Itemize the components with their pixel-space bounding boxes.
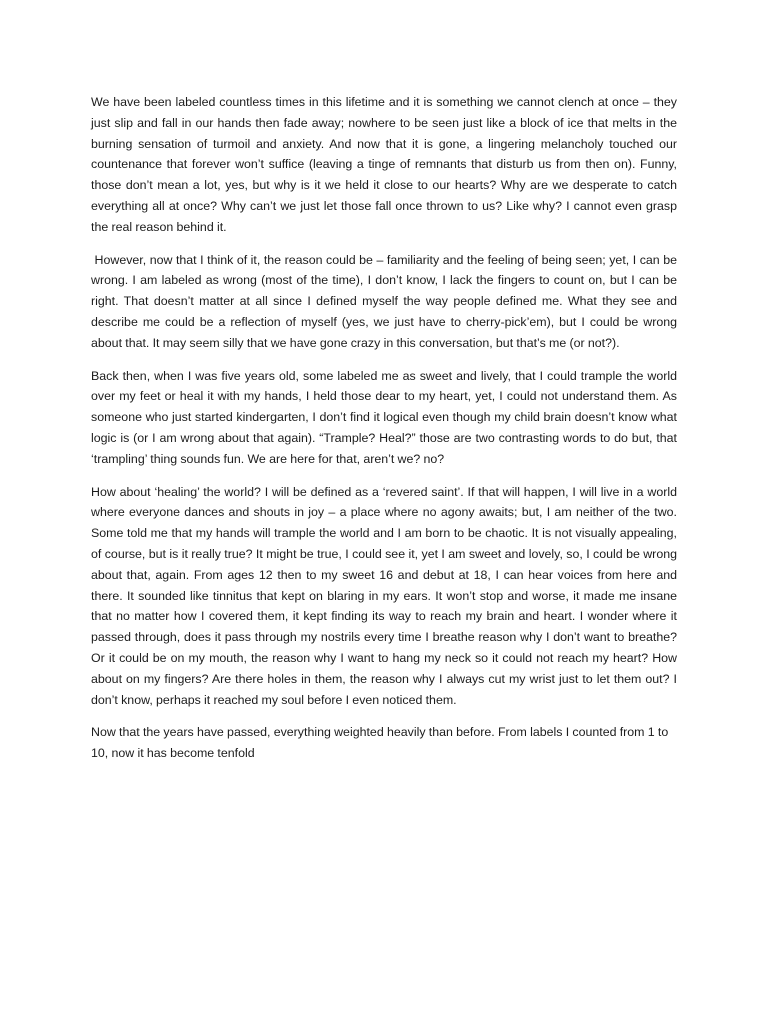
paragraph-1: We have been labeled countless times in this lifetime and it is something we cannot clench at once – they just slip and fall in our hands then fade away; nowhere to be seen just like a block of ice that melts in the burning sensation of turmoil and anxiety. And now that it is gone, a lingering melancholy touched our countenance that forever won’t suffice (leaving a tinge of remnants that disturb us from then on). Funny, those don’t mean a lot, yes, but why is it we held it close to our hearts? Why are we desperate to catch everything all at once? Why can’t we just let those fall once thrown to us? Like why? I cannot even grasp the real reason behind it. [91, 95, 677, 234]
paragraph-3: Back then, when I was five years old, some labeled me as sweet and lively, that I could trample the world over my feet or heal it with my hands, I held those dear to my heart, yet, I could not understand them. As someone who just started kindergarten, I don’t find it logical even though my child brain doesn’t know what logic is (or I am wrong about that again). “Trample? Heal?” those are two contrasting words to do but, that ‘trampling’ thing sounds fun. We are here for that, aren’t we? no? [91, 368, 677, 466]
document-body [91, 92, 677, 776]
paragraph-5: Now that the years have passed, everything weighted heavily than before. From labels I counted from 1 to 10, now it has become tenfold [91, 725, 669, 761]
paragraph-2: However, now that I think of it, the reason could be – familiarity and the feeling of being seen; yet, I can be wrong. I am labeled as wrong (most of the time), I don’t know, I lack the fingers to count on, but I can be right. That doesn’t matter at all since I defined myself the way people defined me. What they see and describe me could be a reflection of myself (yes, we just have to cherry-pick’em), but I could be wrong about that. It may seem silly that we have gone crazy in this conversation, but that’s me (or not?). [91, 252, 677, 350]
paragraph-4: How about ‘healing’ the world? I will be defined as a ‘revered saint’. If that will happen, I will live in a world where everyone dances and shouts in joy – a place where no agony awaits; but, I am neither of the two. Some told me that my hands will trample the world and I am born to be chaotic. It is not visually appealing, of course, but is it really true? It might be true, I could see it, yet I am sweet and lovely, so, I could be wrong about that, again. From ages 12 then to my sweet 16 and debut at 18, I can hear voices from here and there. It sounded like tinnitus that kept on blaring in my ears. It won’t stop and worse, it made me insane that no matter how I covered them, it kept finding its way to reach my brain and heart. I wonder where it passed through, does it pass through my nostrils every time I breathe reason why I don’t want to breathe? Or it could be on my mouth, the reason why I want to hang my neck so it could not reach my heart? How about on my fingers? Are there holes in them, the reason why I always cut my wrist just to let them out? I don’t know, perhaps it reached my soul before I even noticed them. [91, 484, 677, 707]
